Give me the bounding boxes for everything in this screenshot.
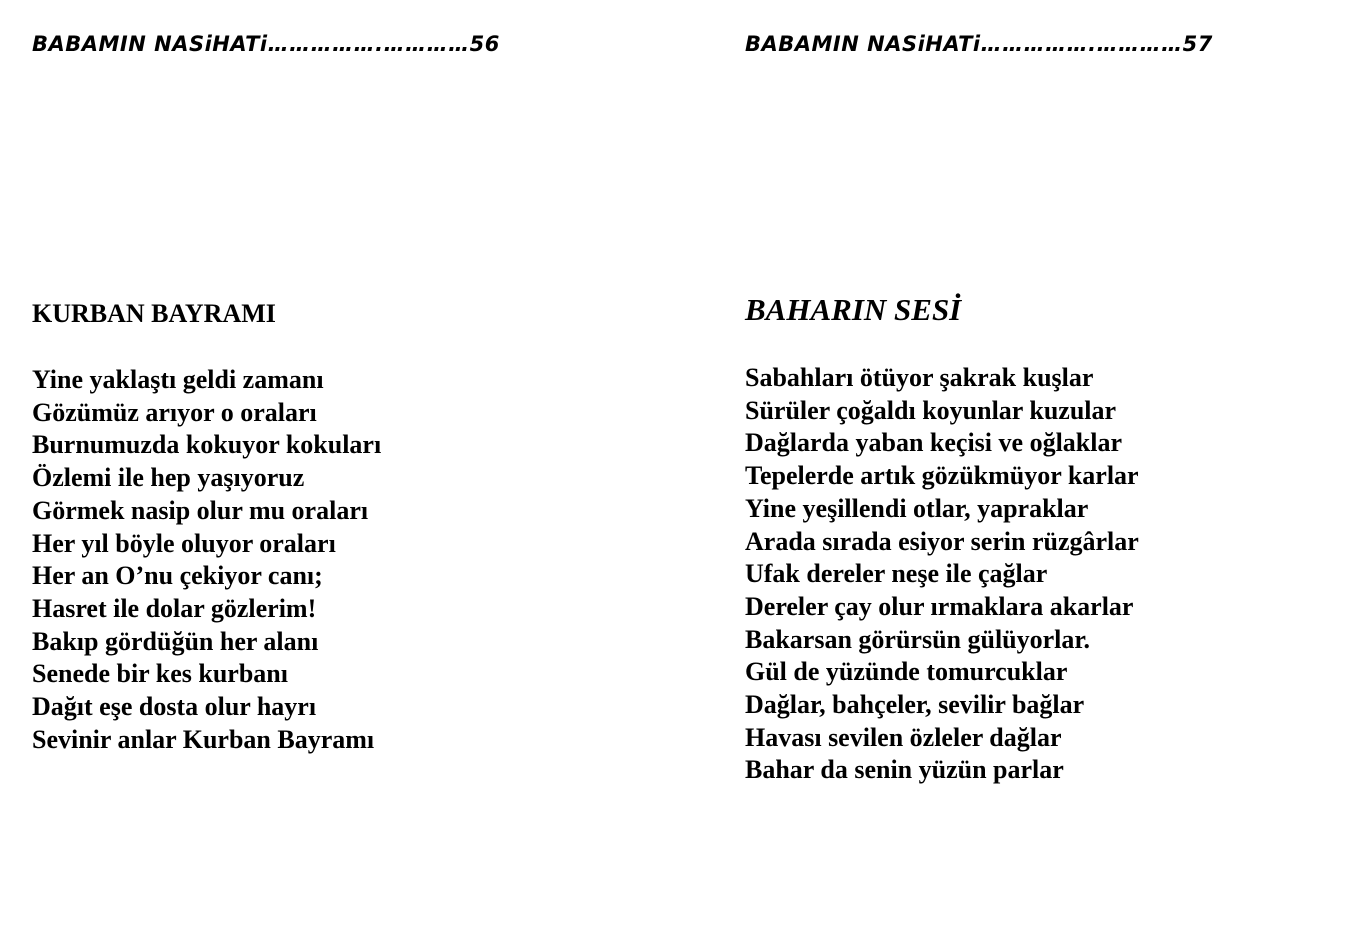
- poem-line: Görmek nasip olur mu oraları: [32, 495, 369, 525]
- poem-line: Özlemi ile hep yaşıyoruz: [32, 463, 305, 493]
- poem-line: Ufak dereler neşe ile çağlar: [745, 559, 1048, 589]
- poem-line: Dereler çay olur ırmaklara akarlar: [745, 591, 1134, 621]
- poem-line: Sürüler çoğaldı koyunlar kuzular: [745, 395, 1117, 425]
- poem-line: Dağlar, bahçeler, sevilir bağlar: [745, 690, 1085, 720]
- poem-line: Her an O’nu çekiyor canı;: [32, 561, 323, 591]
- poem-line: Arada sırada esiyor serin rüzgârlar: [745, 526, 1139, 556]
- poem-line: Burnumuzda kokuyor kokuları: [32, 430, 382, 460]
- poem-line: Gül de yüzünde tomurcuklar: [745, 657, 1068, 687]
- poem-line: Yine yaklaştı geldi zamanı: [32, 365, 324, 394]
- poem-line: Sevinir anlar Kurban Bayramı: [32, 724, 375, 754]
- right-page: [677, 0, 1355, 952]
- left-page: [0, 0, 677, 952]
- left-page-header: BABAMIN NASiHATi…………….…………56: [32, 32, 500, 56]
- poem-line: Gözümüz arıyor o oraları: [32, 397, 317, 427]
- right-poem-body: [745, 362, 1139, 787]
- poem-line: Bakarsan görürsün gülüyorlar.: [745, 624, 1091, 654]
- poem-line: Tepelerde artık gözükmüyor karlar: [745, 461, 1139, 491]
- poem-line: Bahar da senin yüzün parlar: [745, 755, 1064, 785]
- poem-line: Havası sevilen özleler dağlar: [745, 722, 1062, 752]
- poem-line: Dağlarda yaban keçisi ve oğlaklar: [745, 428, 1123, 458]
- right-poem-title: BAHARIN SESİ: [745, 292, 962, 327]
- poem-line: Hasret ile dolar gözlerim!: [32, 593, 317, 623]
- poem-line: Bakıp gördüğün her alanı: [32, 626, 319, 656]
- poem-line: Her yıl böyle oluyor oraları: [32, 528, 336, 558]
- poem-line: Sabahları ötüyor şakrak kuşlar: [745, 363, 1094, 392]
- left-poem-title: KURBAN BAYRAMI: [32, 299, 276, 328]
- poem-line: Dağıt eşe dosta olur hayrı: [32, 692, 317, 722]
- right-page-header: BABAMIN NASiHATi…………….…………57: [745, 32, 1213, 56]
- poem-line: Senede bir kes kurbanı: [32, 659, 288, 689]
- left-poem-body: [32, 364, 381, 756]
- poem-line: Yine yeşillendi otlar, yapraklar: [745, 493, 1089, 523]
